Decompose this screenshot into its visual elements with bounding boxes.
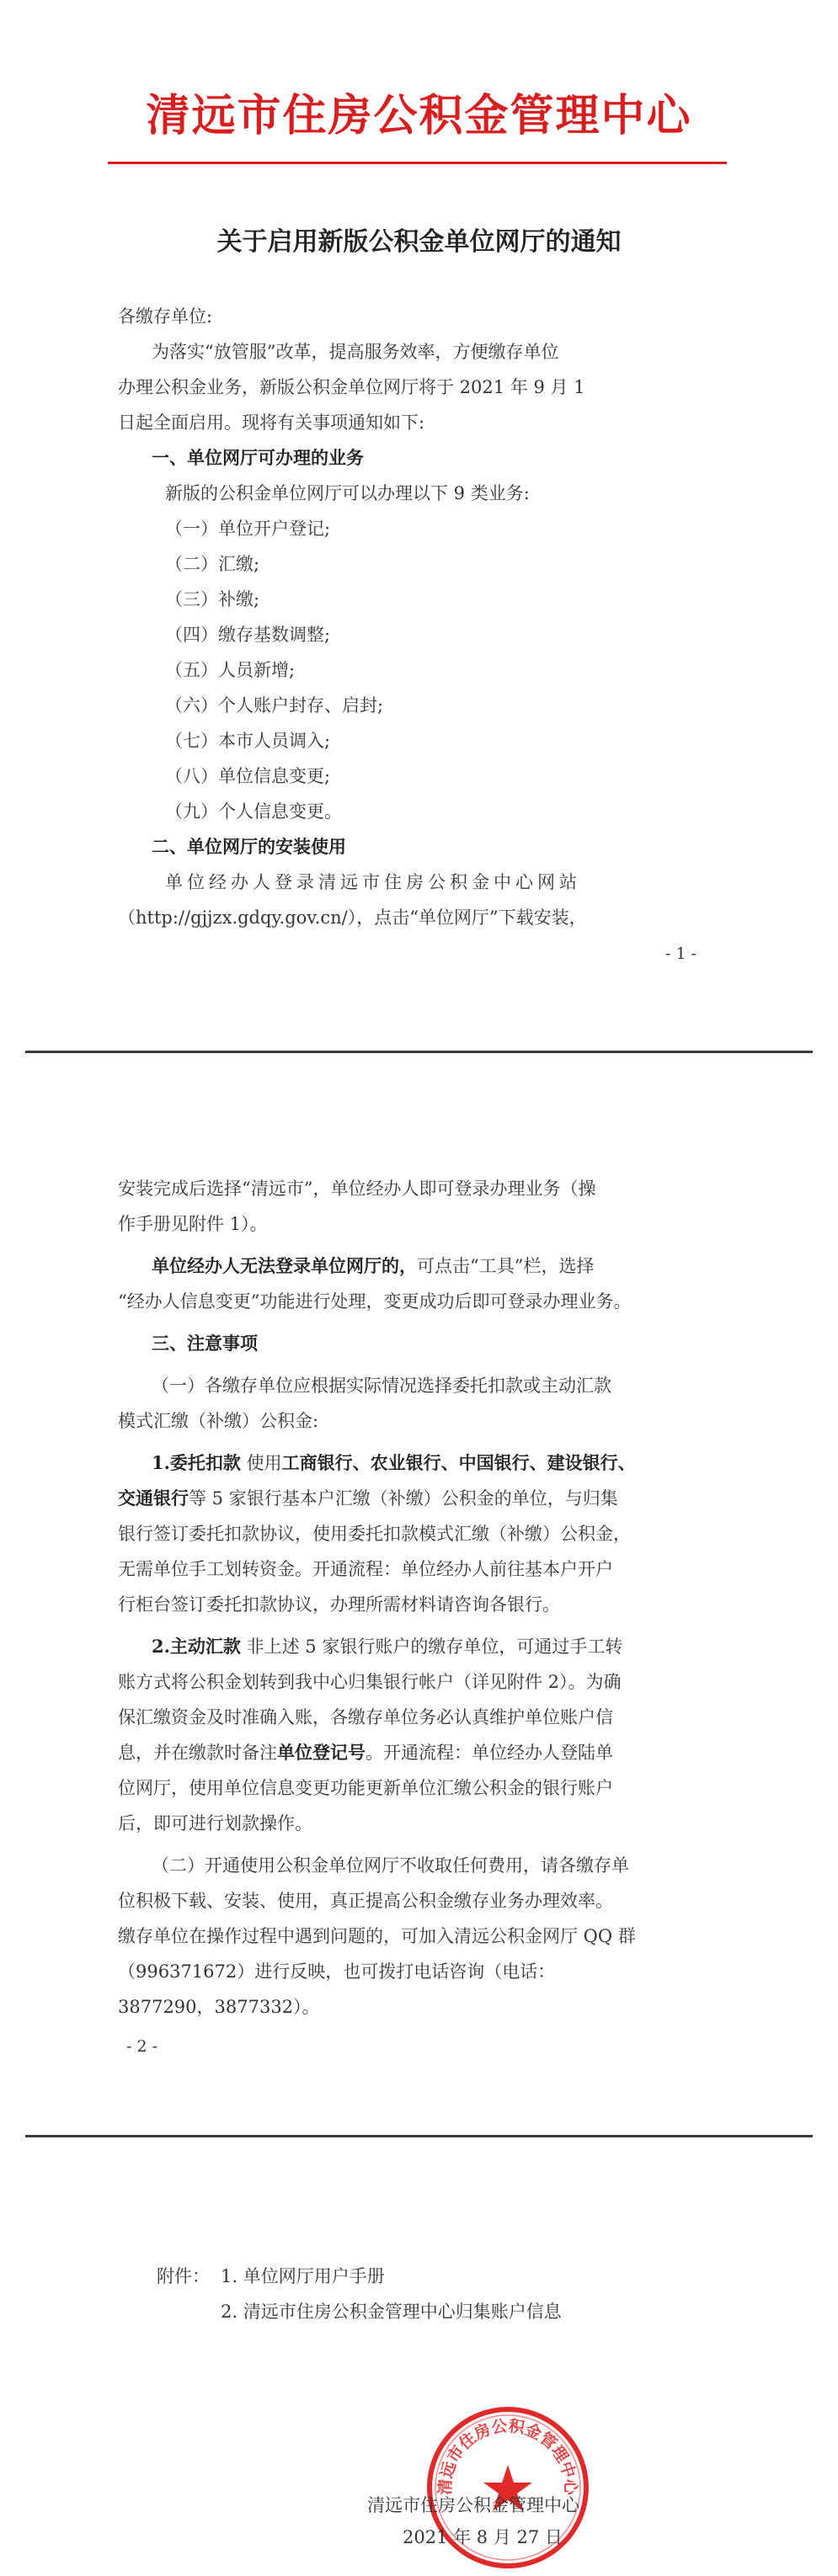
section-heading: 一、单位网厅可办理的业务 [152, 447, 364, 468]
body-line: （一）各缴存单位应根据实际情况选择委托扣款或主动汇款 [152, 1376, 611, 1396]
page-separator [25, 2135, 813, 2137]
list-item: （三）补缴; [165, 589, 260, 609]
body-line: （二）开通使用公积金单位网厅不收取任何费用，请各缴存单 [152, 1855, 629, 1876]
intro-line: 为落实“放管服”改革，提高服务效率，方便缴存单位 [152, 342, 559, 362]
greeting: 各缴存单位: [118, 306, 213, 327]
body-line: 行柜台签订委托扣款协议，办理所需材料请咨询各银行。 [118, 1594, 560, 1615]
body-line: 位网厅，使用单位信息变更功能更新单位汇缴公积金的银行账户 [118, 1778, 613, 1798]
body-line [152, 1254, 594, 1278]
body-line: 模式汇缴（补缴）公积金: [118, 1411, 319, 1431]
body-text: 可点击“工具”栏，选择 [417, 1256, 595, 1276]
body-line: （996371672）进行反映，也可拨打电话咨询（电话： [118, 1961, 556, 1982]
bold-lead: 单位经办人无法登录单位网厅的， [152, 1255, 417, 1276]
body-text: 非上述 5 家银行账户的缴存单位，可通过手工转 [240, 1637, 623, 1657]
header-red-rule [108, 162, 727, 164]
bank-names: 工商银行、农业银行、中国银行、建设银行、 [281, 1452, 636, 1473]
body-text: 息，并在缴款时备注 [118, 1743, 277, 1763]
attachment-item: 1. 单位网厅用户手册 [221, 2266, 385, 2286]
body-line: 账方式将公积金划转到我中心归集银行帐户（详见附件 2）。为确 [118, 1672, 622, 1692]
body-line: 保汇缴资金及时准确入账，各缴存单位务必认真维护单位账户信 [118, 1707, 613, 1727]
section-lead: 新版的公积金单位网厅可以办理以下 9 类业务: [165, 483, 530, 503]
page-number: - 1 - [665, 945, 697, 963]
body-line: 银行签订委托扣款协议，使用委托扣款模式汇缴（补缴）公积金， [118, 1524, 631, 1544]
body-line: （http://gjjzx.gdqy.gov.cn/），点击“单位网厅”下载安装， [118, 907, 587, 928]
body-line: 后，即可进行划款操作。 [118, 1813, 312, 1834]
body-line [152, 1635, 622, 1658]
intro-line: 日起全面启用。现将有关事项通知如下: [118, 412, 425, 433]
body-text: 使用 [240, 1453, 282, 1473]
org-header-title: 清远市住房公积金管理中心 [146, 91, 692, 141]
list-item: （七）本市人员调入; [165, 731, 331, 751]
list-item: （五）人员新增; [165, 660, 296, 680]
list-item: （一）单位开户登记; [165, 519, 331, 539]
body-line: 位积极下载、安装、使用，真正提高公积金缴存业务办理效率。 [118, 1891, 613, 1911]
list-item: （二）汇缴; [165, 554, 260, 574]
page-separator [25, 1051, 813, 1053]
paragraph-label: 2.主动汇款 [152, 1636, 241, 1657]
body-line [118, 1487, 618, 1510]
body-line: 单位经办人登录清远市住房公积金中心网站 [165, 872, 581, 892]
list-item: （四）缴存基数调整; [165, 625, 331, 645]
intro-line: 办理公积金业务，新版公积金单位网厅将于 2021 年 9 月 1 [118, 377, 585, 397]
document-title: 关于启用新版公积金单位网厅的通知 [216, 227, 622, 257]
attachment-item: 2. 清远市住房公积金管理中心归集账户信息 [221, 2302, 562, 2322]
paragraph-label: 1.委托扣款 [152, 1452, 241, 1473]
body-line: 3877290，3877332）。 [118, 1997, 320, 2017]
body-text: 等 5 家银行基本户汇缴（补缴）公积金的单位，与归集 [189, 1488, 618, 1509]
body-line: 缴存单位在操作过程中遇到问题的，可加入清远公积金网厅 QQ 群 [118, 1926, 636, 1946]
body-line: “经办人信息变更”功能进行处理，变更成功后即可登录办理业务。 [118, 1291, 632, 1312]
list-item: （九）个人信息变更。 [165, 801, 342, 822]
body-line: 无需单位手工划转资金。开通流程：单位经办人前往基本户开户 [118, 1559, 613, 1579]
body-line: 安装完成后选择“清远市”，单位经办人即可登录办理业务（操 [118, 1179, 596, 1199]
body-text: 。开通流程：单位经办人登陆单 [366, 1743, 613, 1763]
list-item: （六）个人账户封存、启封; [165, 695, 384, 716]
registration-number-label: 单位登记号 [277, 1742, 366, 1763]
signature-date: 2021 年 8 月 27 日 [403, 2527, 563, 2547]
page-number: - 2 - [126, 2037, 158, 2056]
attachments-label: 附件： [157, 2266, 210, 2286]
signature-org: 清远市住房公积金管理中心 [367, 2495, 579, 2515]
body-line [152, 1451, 636, 1475]
bank-names: 交通银行 [118, 1488, 189, 1509]
body-line: 作手册见附件 1）。 [118, 1214, 268, 1234]
list-item: （八）单位信息变更; [165, 766, 331, 786]
body-line [118, 1741, 613, 1764]
section-heading: 三、注意事项 [152, 1333, 258, 1354]
section-heading: 二、单位网厅的安装使用 [152, 836, 346, 857]
seal-text-path: 清远市住房公积金管理中心 [435, 2416, 580, 2496]
